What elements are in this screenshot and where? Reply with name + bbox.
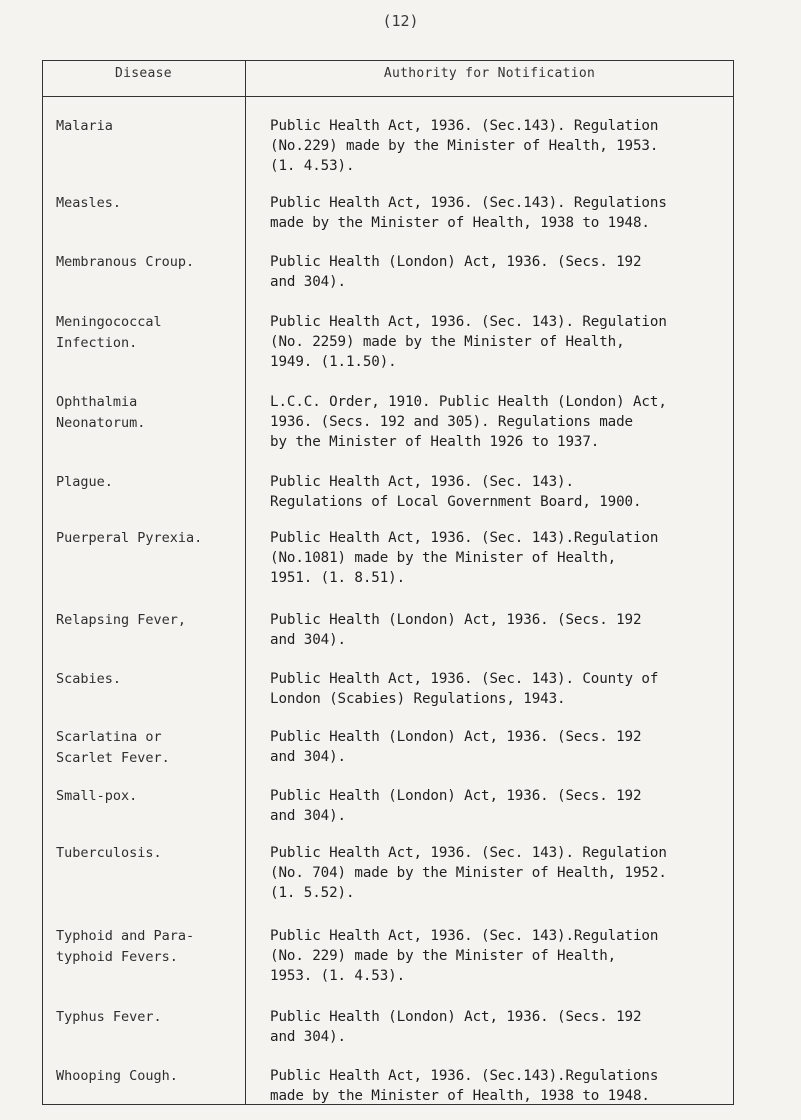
column-divider <box>245 60 246 1105</box>
authority-cell: Public Health Act, 1936. (Sec.143). Regulations made by the Minister of Health, 1938 to 1948. <box>270 195 667 231</box>
authority-cell: Public Health (London) Act, 1936. (Secs. 192 and 304). <box>270 1009 642 1045</box>
disease-cell: Typhus Fever. <box>56 1009 162 1025</box>
authority-cell: Public Health Act, 1936. (Sec. 143).Regulation (No. 229) made by the Minister of Health, 1953. (1. 4.53). <box>270 928 659 984</box>
disease-cell: Meningococcal Infection. <box>56 314 162 351</box>
authority-cell: Public Health Act, 1936. (Sec. 143). Regulation (No. 2259) made by the Minister of Health, 1949. (1.1.50). <box>270 314 667 370</box>
authority-cell: Public Health Act, 1936. (Sec.143). Regulation (No.229) made by the Minister of Health, 1953. (1. 4.53). <box>270 118 659 174</box>
authority-cell: Public Health (London) Act, 1936. (Secs. 192 and 304). <box>270 612 642 648</box>
disease-cell: Whooping Cough. <box>56 1068 178 1084</box>
disease-cell: Small-pox. <box>56 788 138 804</box>
disease-cell: Scabies. <box>56 671 122 687</box>
authority-cell: Public Health Act, 1936. (Sec. 143). Regulations of Local Government Board, 1900. <box>270 474 642 510</box>
disease-cell: Measles. <box>56 195 122 211</box>
disease-cell: Malaria <box>56 118 113 134</box>
authority-cell: L.C.C. Order, 1910. Public Health (London) Act, 1936. (Secs. 192 and 305). Regulations made by the Minister of Health 1926 to 1937. <box>270 394 667 450</box>
disease-cell: Puerperal Pyrexia. <box>56 530 203 546</box>
header-rule <box>42 96 734 97</box>
header-disease: Disease <box>115 66 172 81</box>
authority-cell: Public Health (London) Act, 1936. (Secs. 192 and 304). <box>270 729 642 765</box>
authority-cell: Public Health Act, 1936. (Sec.143).Regulations made by the Minister of Health, 1938 to 1948. <box>270 1068 659 1104</box>
disease-cell: Plague. <box>56 474 113 490</box>
disease-cell: Membranous Croup. <box>56 254 195 270</box>
disease-cell: Relapsing Fever, <box>56 612 187 628</box>
disease-cell: Scarlatina or Scarlet Fever. <box>56 729 170 766</box>
authority-cell: Public Health Act, 1936. (Sec. 143). County of London (Scabies) Regulations, 1943. <box>270 671 659 707</box>
authority-cell: Public Health (London) Act, 1936. (Secs. 192 and 304). <box>270 254 642 290</box>
disease-cell: Ophthalmia Neonatorum. <box>56 394 146 431</box>
authority-cell: Public Health Act, 1936. (Sec. 143). Regulation (No. 704) made by the Minister of Health, 1952. (1. 5.52). <box>270 845 667 901</box>
disease-cell: Tuberculosis. <box>56 845 162 861</box>
authority-cell: Public Health Act, 1936. (Sec. 143).Regulation (No.1081) made by the Minister of Health, 1951. (1. 8.51). <box>270 530 659 586</box>
disease-cell: Typhoid and Para- typhoid Fevers. <box>56 928 195 965</box>
authority-cell: Public Health (London) Act, 1936. (Secs. 192 and 304). <box>270 788 642 824</box>
page-number: (12) <box>382 12 419 30</box>
header-authority: Authority for Notification <box>383 66 596 81</box>
